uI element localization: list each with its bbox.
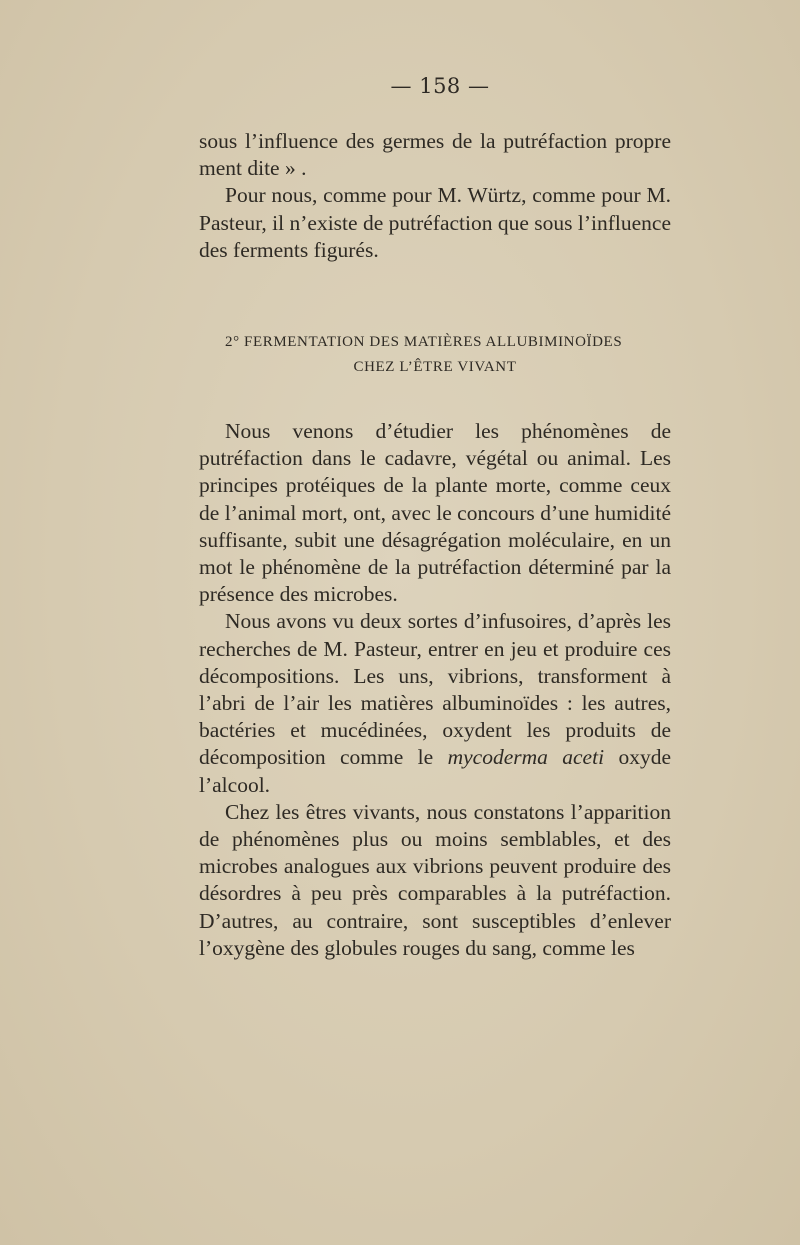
paragraph: Nous venons d’étudier les phénomènes de putréfaction dans le cadavre, végétal ou animal. Les principes protéiques de la plante morte, comme ceux de l’animal mort, ont, avec le concours d’une humidité suffisante, subit une désagrégation moléculaire, en un mot le phénomène de la putréfaction déterminé par la présence des microbes. [199, 419, 671, 607]
page-number: — 158 — [390, 74, 490, 98]
section-heading-line-2: CHEZ L’ÊTRE VIVANT [353, 359, 517, 375]
italic-term: mycoderma aceti [447, 745, 605, 770]
intro-text [199, 128, 671, 264]
paragraph: Pour nous, comme pour M. Würtz, comme pour M. Pasteur, il n’existe de putréfaction que sous l’influence des ferments figurés. [199, 183, 671, 262]
section-body [199, 418, 671, 962]
paragraph-text: Nous avons vu deux sortes d’infusoires, d’après les recherches de M. Pasteur, entrer en jeu et produire ces décompositions. Les uns, vibrions, transforment à l’abri de l’air les matières albuminoïdes : les autres, bactéries et mucédinées, oxydent les produits de décomposition comme le [199, 609, 671, 770]
paragraph: Chez les êtres vivants, nous constatons l’apparition de phénomènes plus ou moins semblables, et des microbes analogues aux vibrions peuvent produire des désordres à peu près comparables à la putréfaction. D’autres, au contraire, sont susceptibles d’enlever l’oxygène des globules rouges du sang, comme les [199, 799, 671, 960]
paragraph-continuation: sous l’influence des germes de la putréfaction propre ment dite » . [199, 129, 671, 181]
section-heading [199, 330, 671, 380]
section-heading-line-1: 2° FERMENTATION DES MATIÈRES ALLUBIMINOÏDES [225, 334, 623, 350]
paragraph-text: oxyde l’alcool. [199, 745, 671, 797]
paragraph [199, 608, 671, 798]
